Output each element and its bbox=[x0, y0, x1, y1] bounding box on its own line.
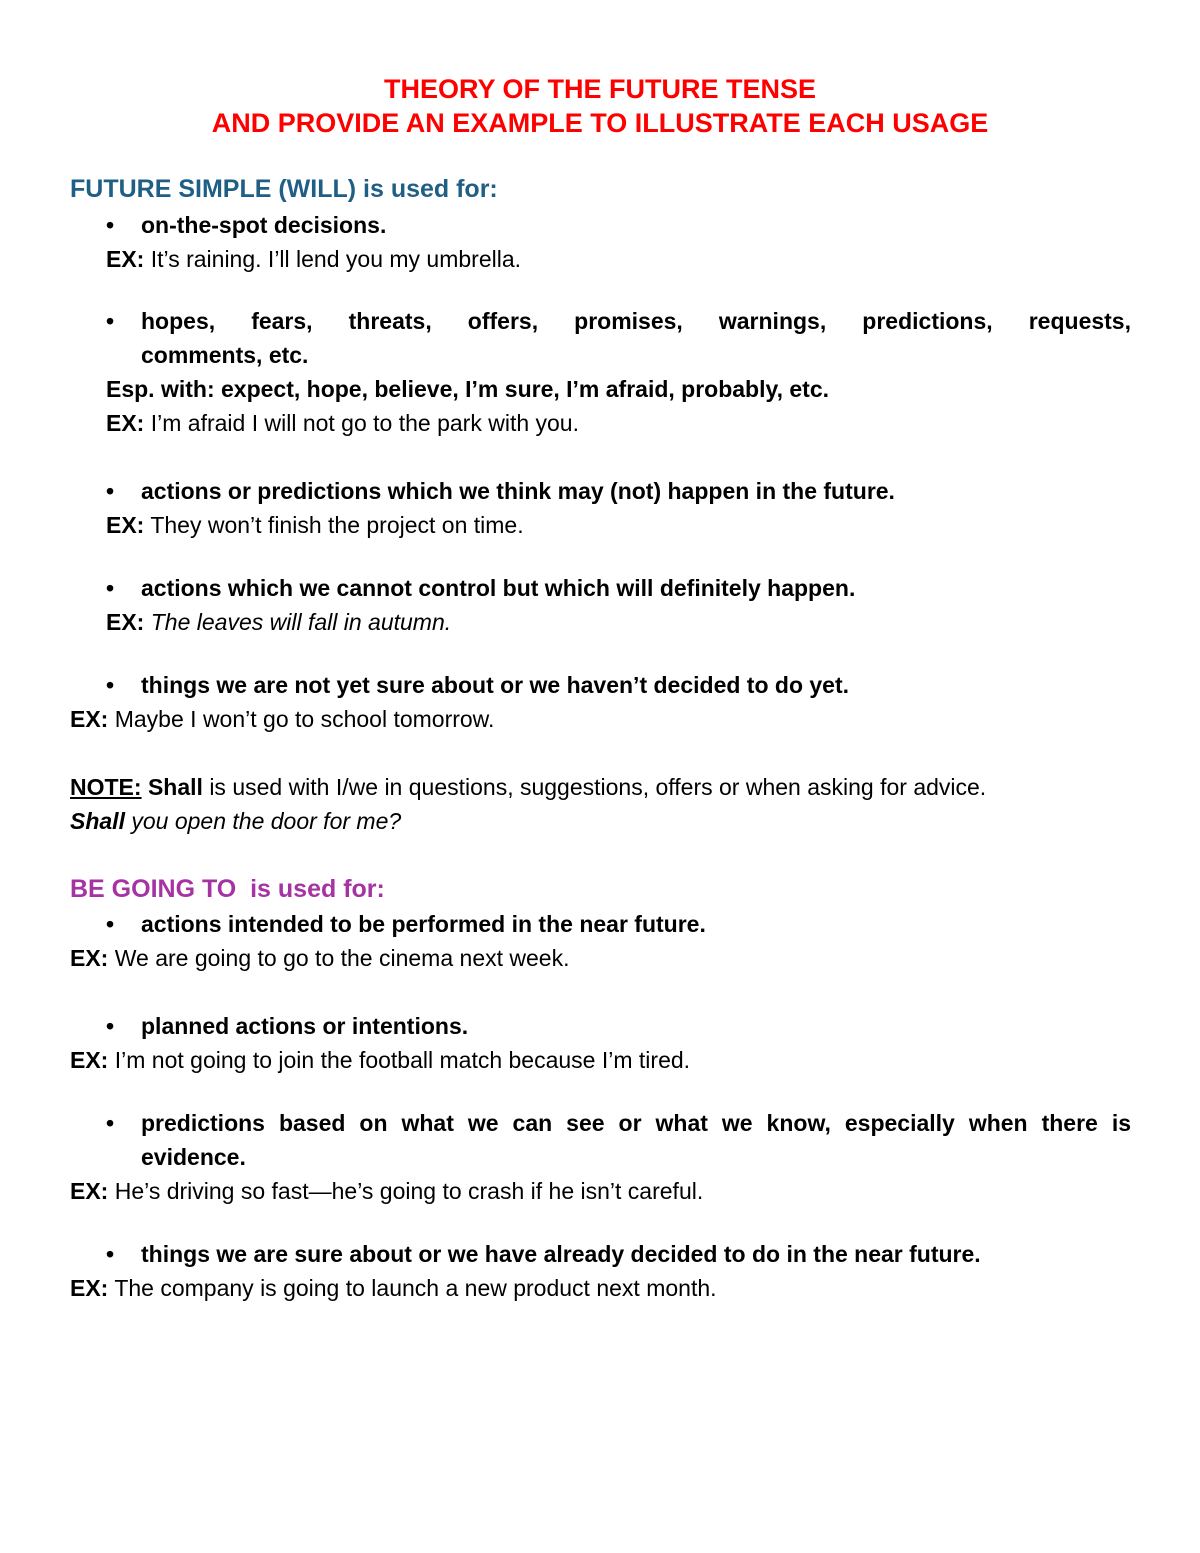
note-text: is used with I/we in questions, suggestions, offers or when asking for advice. bbox=[209, 774, 987, 800]
note-example bbox=[70, 804, 401, 838]
will-example-4 bbox=[106, 605, 451, 639]
bullet-text: actions intended to be performed in the near future. bbox=[141, 911, 706, 937]
bullet-text: actions which we cannot control but which will definitely happen. bbox=[141, 575, 856, 601]
ex-label: EX: bbox=[70, 706, 109, 732]
title-line-2: AND PROVIDE AN EXAMPLE TO ILLUSTRATE EACH USAGE bbox=[211, 108, 989, 138]
note-line bbox=[70, 770, 986, 804]
bullet-text: actions or predictions which we think may (not) happen in the future. bbox=[141, 478, 895, 504]
example-text: We are going to go to the cinema next week. bbox=[114, 945, 570, 971]
bullet-icon: • bbox=[106, 911, 115, 937]
ex-label: EX: bbox=[106, 609, 145, 635]
ex-label: EX: bbox=[106, 410, 145, 436]
will-bullet-3 bbox=[106, 474, 1136, 508]
bullet-icon: • bbox=[106, 212, 115, 238]
example-text: I’m afraid I will not go to the park with you. bbox=[150, 410, 579, 436]
example-text: It’s raining. I’ll lend you my umbrella. bbox=[150, 246, 522, 272]
bullet-icon: • bbox=[106, 1013, 115, 1039]
will-bullet-4 bbox=[106, 571, 1136, 605]
ex-label: EX: bbox=[70, 1178, 109, 1204]
bullet-text-line-1: predictions based on what we can see or what we know, especially when there is bbox=[141, 1110, 1131, 1136]
bullet-text: things we are sure about or we have already decided to do in the near future. bbox=[141, 1241, 981, 1267]
will-example-3 bbox=[106, 508, 524, 542]
going-section-heading: BE GOING TO is used for: bbox=[70, 875, 385, 903]
note-example-text: you open the door for me? bbox=[131, 808, 402, 834]
document-title bbox=[0, 72, 1200, 140]
going-bullet-4 bbox=[106, 1237, 1136, 1271]
will-section-heading: FUTURE SIMPLE (WILL) is used for: bbox=[70, 175, 498, 203]
will-bullet-5 bbox=[106, 668, 1136, 702]
bullet-icon: • bbox=[106, 1241, 115, 1267]
title-line-1: THEORY OF THE FUTURE TENSE bbox=[383, 74, 817, 104]
example-text: Maybe I won’t go to school tomorrow. bbox=[114, 706, 495, 732]
will-esp-line: Esp. with: expect, hope, believe, I’m sure, I’m afraid, probably, etc. bbox=[106, 376, 829, 402]
bullet-text: on-the-spot decisions. bbox=[141, 212, 387, 238]
note-keyword: Shall bbox=[147, 774, 203, 800]
bullet-text: planned actions or intentions. bbox=[141, 1013, 469, 1039]
will-bullet-1 bbox=[106, 208, 1136, 242]
example-text: They won’t finish the project on time. bbox=[150, 512, 524, 538]
bullet-icon: • bbox=[106, 478, 115, 504]
going-bullet-3 bbox=[106, 1106, 1136, 1140]
going-bullet-3-line-2: evidence. bbox=[141, 1144, 246, 1170]
example-text: I’m not going to join the football match because I’m tired. bbox=[114, 1047, 691, 1073]
going-example-4 bbox=[70, 1271, 717, 1305]
bullet-icon: • bbox=[106, 575, 115, 601]
example-text: He’s driving so fast—he’s going to crash if he isn’t careful. bbox=[114, 1178, 704, 1204]
will-bullet-2-line-2: comments, etc. bbox=[141, 342, 309, 368]
will-bullet-2 bbox=[106, 304, 1136, 338]
ex-label: EX: bbox=[106, 246, 145, 272]
bullet-icon: • bbox=[106, 1110, 115, 1136]
example-text: The company is going to launch a new product next month. bbox=[114, 1275, 717, 1301]
bullet-text-line-1: hopes, fears, threats, offers, promises, warnings, predictions, requests, bbox=[141, 308, 1131, 334]
going-example-1 bbox=[70, 941, 569, 975]
note-label: NOTE: bbox=[70, 774, 142, 800]
ex-label: EX: bbox=[70, 945, 109, 971]
will-example-5 bbox=[70, 702, 494, 736]
going-example-2 bbox=[70, 1043, 690, 1077]
ex-label: EX: bbox=[70, 1047, 109, 1073]
bullet-icon: • bbox=[106, 308, 115, 334]
note-example-keyword: Shall bbox=[70, 808, 125, 834]
ex-label: EX: bbox=[70, 1275, 109, 1301]
bullet-text: things we are not yet sure about or we haven’t decided to do yet. bbox=[141, 672, 850, 698]
ex-label: EX: bbox=[106, 512, 145, 538]
going-bullet-1 bbox=[106, 907, 1136, 941]
will-example-1 bbox=[106, 242, 521, 276]
bullet-icon: • bbox=[106, 672, 115, 698]
going-example-3 bbox=[70, 1174, 703, 1208]
example-text: The leaves will fall in autumn. bbox=[150, 609, 452, 635]
going-bullet-2 bbox=[106, 1009, 1136, 1043]
will-example-2 bbox=[106, 406, 579, 440]
